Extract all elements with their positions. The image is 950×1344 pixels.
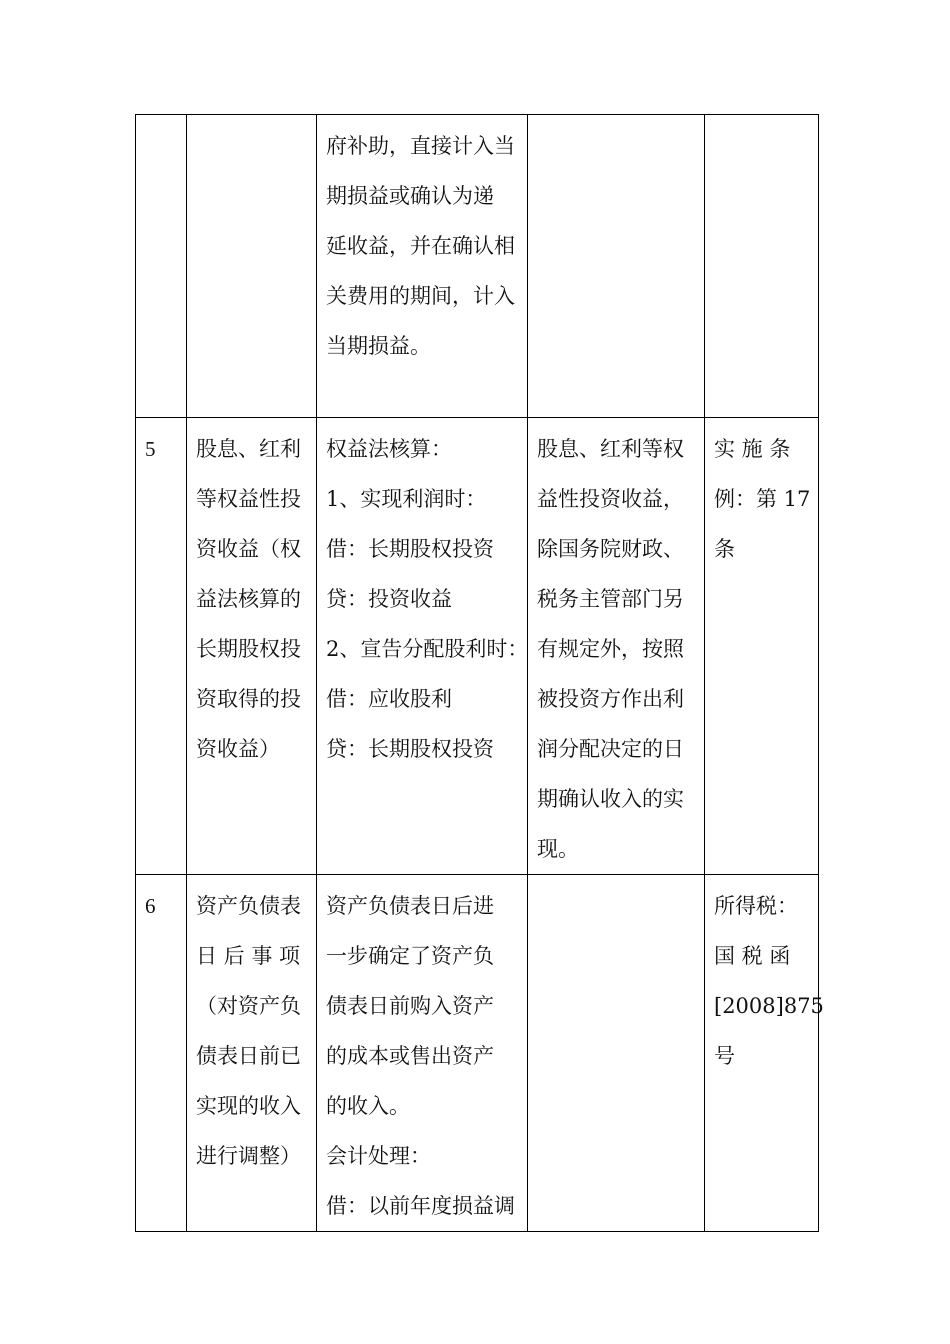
table-row bbox=[136, 875, 819, 1232]
tax-treatment-cell bbox=[528, 875, 705, 1232]
item-cell bbox=[187, 115, 317, 418]
accounting-treatment-cell: 府补助，直接计入当 期损益或确认为递 延收益，并在确认相 关费用的期间，计入 当期损益。 bbox=[317, 115, 528, 418]
accounting-treatment-cell: 资产负债表日后进 一步确定了资产负 债表日前购入资产 的成本或售出资产 的收入。 会计处理： 借：以前年度损益调 bbox=[317, 875, 528, 1232]
tax-treatment-cell bbox=[528, 115, 705, 418]
table-row bbox=[136, 418, 819, 875]
tax-treatment-cell: 股息、红利等权 益性投资收益， 除国务院财政、 税务主管部门另 有规定外，按照 被投资方作出利 润分配决定的日 期确认收入的实 现。 bbox=[528, 418, 705, 875]
legal-basis-cell bbox=[705, 115, 819, 418]
legal-basis-cell: 所得税： 国 税 函 [2008]875 号 bbox=[705, 875, 819, 1232]
row-number-cell: 6 bbox=[136, 875, 187, 1232]
regulation-table bbox=[135, 114, 824, 1232]
item-cell: 股息、红利 等权益性投 资收益（权 益法核算的 长期股权投 资取得的投 资收益） bbox=[187, 418, 317, 875]
row-number-cell bbox=[136, 115, 187, 418]
legal-basis-cell: 实 施 条 例：第 17 条 bbox=[705, 418, 819, 875]
row-number-cell: 5 bbox=[136, 418, 187, 875]
accounting-treatment-cell: 权益法核算： 1、实现利润时： 借：长期股权投资 贷：投资收益 2、宣告分配股利时： 借：应收股利 贷：长期股权投资 bbox=[317, 418, 528, 875]
item-cell: 资产负债表 日 后 事 项 （对资产负 债表日前已 实现的收入 进行调整） bbox=[187, 875, 317, 1232]
table-row bbox=[136, 115, 819, 418]
